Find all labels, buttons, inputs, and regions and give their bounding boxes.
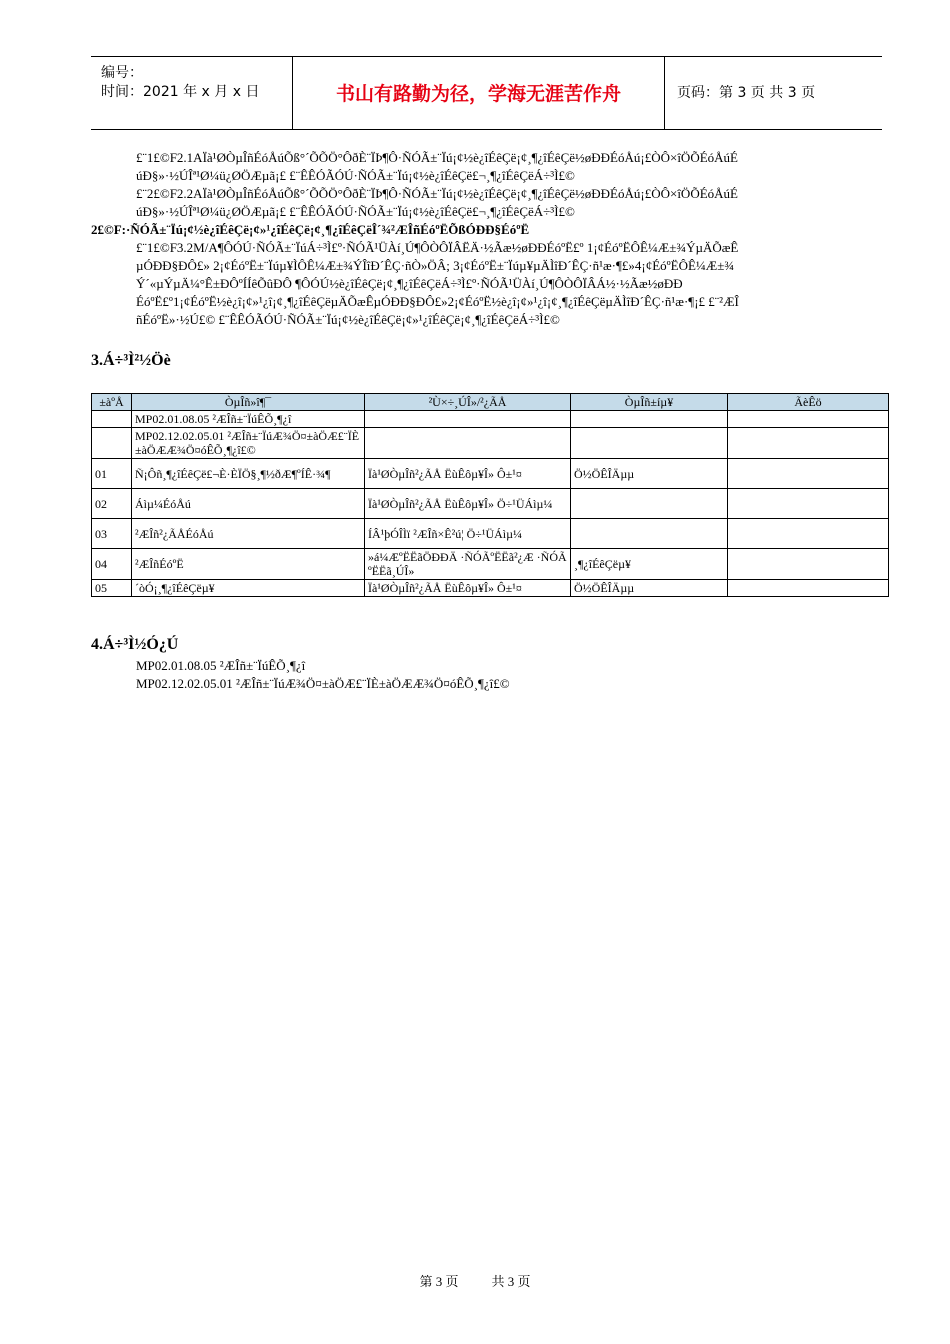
cell-description [728, 519, 889, 549]
cell-form [571, 489, 728, 519]
body-line: £¨1£©F2.1AÏà¹ØÒµÎñÉóÅúÕß°´ÕÕÖ°ÔðÈ¨ÏÞ¶Ô·ÑÓÃ±¨Ïú¡¢½è¿îÉêÇë¡¢¸¶¿îÉêÇë½øÐÐÉóÅú¡£ÒÔ×îÖÕÉóÅúÉ [136, 150, 738, 165]
section-4-title: 4.Á÷³Ì½Ó¿Ú [91, 636, 179, 653]
cell-form [571, 428, 728, 459]
column-header-form: ÒµÎñ±íµ¥ [571, 394, 728, 411]
cell-description [728, 459, 889, 489]
cell-activity: ²ÆÎñ²¿ÃÅÉóÅú [132, 519, 365, 549]
interface-line-1: MP02.01.08.05 ²ÆÎñ±¨ÏúÊÕ¸¶¿î [136, 658, 306, 673]
table-row [92, 428, 889, 459]
cell-position: »á¼ÆºËËãÖÐÐÄ ·ÑÓÃºËËã²¿Æ ·ÑÓÃºËËã¸ÚÎ» [365, 549, 571, 580]
body-line: £¨1£©F3.2M/A¶ÔÓÚ·ÑÓÃ±¨ÏúÁ÷³Ì£º·ÑÓÃ¹ÜÀí¸Ú¶ÔÒÔÏÂËÄ·½Ãæ½øÐÐÉóºË£º 1¡¢ÉóºËÔÊ¼Æ±¾ÝµÄÕæÊ [136, 240, 739, 255]
cell-description [728, 428, 889, 459]
section-3-title: 3.Á÷³Ì²½Öè [91, 352, 171, 369]
cell-activity: MP02.01.08.05 ²ÆÎñ±¨ÏúÊÕ¸¶¿î [132, 411, 365, 428]
cell-form [571, 519, 728, 549]
page-footer [0, 1271, 950, 1290]
cell-activity: Ñ¡Ôñ¸¶¿îÉêÇë£¬È·ÈÏÖ§¸¶½ðÆ¶ºÍÊ·¾¶ [132, 459, 365, 489]
cell-number: 03 [92, 519, 132, 549]
cell-form: ¸¶¿îÉêÇëµ¥ [571, 549, 728, 580]
cell-activity: ´òÓ¡¸¶¿îÉêÇëµ¥ [132, 580, 365, 597]
cell-number: 02 [92, 489, 132, 519]
header-motto-cell [293, 57, 665, 129]
cell-position: Ïà¹ØÒµÎñ²¿ÃÅ ËùÊôµ¥Î» Ô±¹¤ [365, 580, 571, 597]
footer-page-number: 第 3 页 [419, 1274, 459, 1289]
header-page-number: 页码：第 3 页 共 3 页 [677, 85, 816, 101]
table-row [92, 459, 889, 489]
body-line: £¨2£©F2.2AÏà¹ØÒµÎñÉóÅúÕß°´ÕÕÖ°ÔðÈ¨ÏÞ¶Ô·ÑÓÃ±¨Ïú¡¢½è¿îÉêÇë¡¢¸¶¿îÉêÇë½øÐÐÉóÅú¡£ÒÔ×îÖÕÉóÅúÉ [136, 186, 738, 201]
table-header-row [92, 394, 889, 411]
cell-position: Ïà¹ØÒµÎñ²¿ÃÅ ËùÊôµ¥Î» Ô±¹¤ [365, 459, 571, 489]
cell-description [728, 580, 889, 597]
cell-position: Ïà¹ØÒµÎñ²¿ÃÅ ËùÊôµ¥Î» Ö÷¹ÜÁìµ¼ [365, 489, 571, 519]
cell-number [92, 428, 132, 459]
cell-description [728, 549, 889, 580]
body-line: ÉóºË£º1¡¢ÉóºË½è¿î¡¢»¹¿î¡¢¸¶¿îÉêÇëµÄÕæÊµÓÐÐ§ÐÔ£»2¡¢ÉóºË½è¿î¡¢»¹¿î¡¢¸¶¿îÉêÇëµÄÌîÐ´ÊÇ·ñ¹æ·¶¡£ £¨²ÆÎ [136, 294, 739, 309]
header-motto: 书山有路勤为径，学海无涯苦作舟 [335, 83, 621, 105]
cell-position: ÍÂ¹þÓÎÌï ²ÆÎñ×Ê²ú¦ Ö÷¹ÜÁìµ¼ [365, 519, 571, 549]
body-line: µÓÐÐ§ÐÔ£» 2¡¢ÉóºË±¨Ïúµ¥ÌÔÊ¼Æ±¾ÝÎîÐ´ÊÇ·ñÒ»ÖÂ; 3¡¢ÉóºË±¨Ïúµ¥µÄÌîÐ´ÊÇ·ñ¹æ·¶£»4¡¢ÉóºËÔÊ¼Æ±¾ [136, 258, 735, 273]
table-body [92, 411, 889, 597]
cell-number: 01 [92, 459, 132, 489]
page-header [91, 56, 882, 130]
column-header-position: ²Ù×÷¸ÚÎ»/²¿ÃÅ [365, 394, 571, 411]
cell-position [365, 428, 571, 459]
cell-form [571, 411, 728, 428]
cell-position [365, 411, 571, 428]
body-line: Ý´«µÝµÄ¼°Ê±ÐÔºÍÍêÕûÐÔ ¶ÔÓÚ½è¿îÉêÇë¡¢¸¶¿îÉêÇëÁ÷³Ì£º·ÑÓÃ¹ÜÀí¸Ú¶ÔÒÔÏÂÁ½·½Ãæ½øÐÐ [136, 276, 683, 291]
cell-activity: ²ÆÎñÉóºË [132, 549, 365, 580]
table-row [92, 489, 889, 519]
table-row [92, 580, 889, 597]
cell-number: 04 [92, 549, 132, 580]
cell-number: 05 [92, 580, 132, 597]
cell-description [728, 489, 889, 519]
cell-form: Ö½ÖÊÎÄµµ [571, 580, 728, 597]
column-header-number: ±àºÅ [92, 394, 132, 411]
body-line: 2£©F:·ÑÓÃ±¨Ïú¡¢½è¿îÉêÇë¡¢»¹¿îÉêÇë¡¢¸¶¿îÉêÇëÎ´¾²ÆÎñÉóºËÕßÓÐÐ§ÉóºË [91, 222, 530, 237]
interface-line-2: MP02.12.02.05.01 ²ÆÎñ±¨ÏúÆ¾Ö¤±àÖÆ£¨ÏÈ±àÖÆÆ¾Ö¤óÊÕ¸¶¿î£© [136, 676, 510, 691]
document-date-label: 时间：2021 年 x 月 x 日 [101, 84, 260, 100]
header-page-cell [665, 57, 881, 129]
cell-form: Ö½ÖÊÎÄµµ [571, 459, 728, 489]
body-line: úÐ§»·½ÚÎª¹Ø¼ü¿ØÖÆµã¡£ £¨ÊÊÓÃÓÚ·ÑÓÃ±¨Ïú¡¢½è¿îÉêÇë£¬¸¶¿îÉêÇëÁ÷³Ì£© [136, 204, 575, 219]
cell-activity: Áìµ¼ÉóÅú [132, 489, 365, 519]
header-meta-cell [91, 57, 293, 129]
column-header-activity: ÒµÎñ»î¶¯ [132, 394, 365, 411]
footer-total-pages: 共 3 页 [491, 1274, 531, 1289]
column-header-description: ÃèÊö [728, 394, 889, 411]
cell-description [728, 411, 889, 428]
table-row [92, 411, 889, 428]
cell-activity: MP02.12.02.05.01 ²ÆÎñ±¨ÏúÆ¾Ö¤±àÖÆ£¨ÏÈ±àÖÆÆ¾Ö¤óÊÕ¸¶¿î£© [132, 428, 365, 459]
body-line: ñÉóºË»·½Ú£© £¨ÊÊÓÃÓÚ·ÑÓÃ±¨Ïú¡¢½è¿îÉêÇë¡¢»¹¿îÉêÇë¡¢¸¶¿îÉêÇëÁ÷³Ì£© [136, 312, 560, 327]
table-row [92, 519, 889, 549]
cell-number [92, 411, 132, 428]
body-line: úÐ§»·½ÚÎª¹Ø¼ü¿ØÖÆµã¡£ £¨ÊÊÓÃÓÚ·ÑÓÃ±¨Ïú¡¢½è¿îÉêÇë£¬¸¶¿îÉêÇëÁ÷³Ì£© [136, 168, 575, 183]
table-row [92, 549, 889, 580]
document-number-label: 编号： [101, 65, 143, 81]
process-steps-table [91, 393, 889, 597]
